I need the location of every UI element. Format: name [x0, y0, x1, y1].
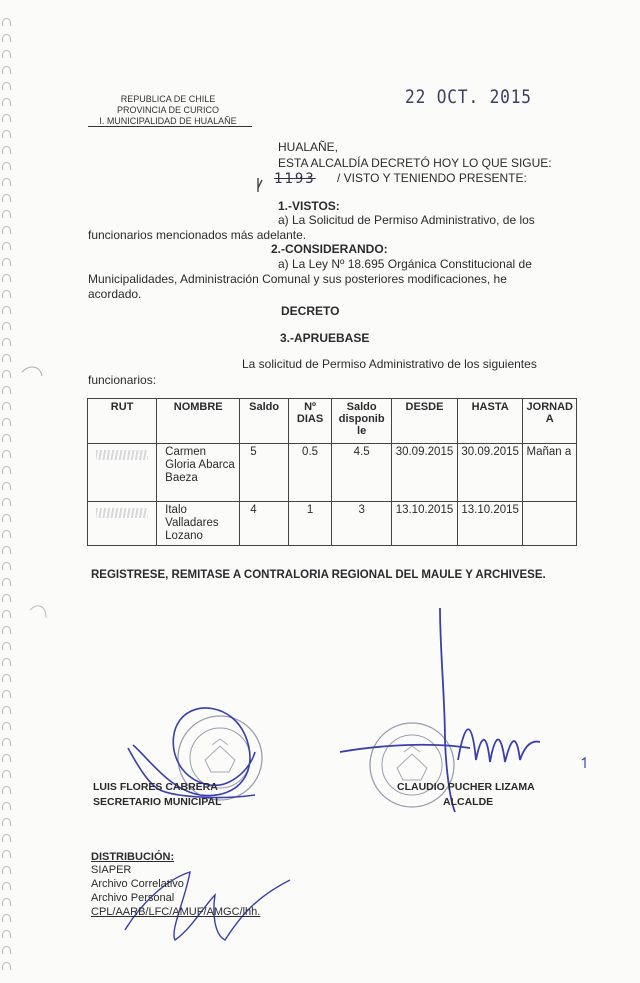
- tick-mark-icon: [582, 758, 585, 768]
- right-seal-icon: [370, 723, 454, 807]
- disponible-cell: 3: [332, 502, 392, 546]
- column-header: Saldo disponib le: [332, 399, 392, 444]
- header-line-municipality: I. MUNICIPALIDAD DE HUALAÑE: [99, 116, 237, 126]
- desde-cell: 30.09.2015: [392, 444, 458, 502]
- distribucion-item: SIAPER: [91, 864, 132, 876]
- column-header: Saldo: [240, 399, 289, 444]
- registrese-line: REGISTRESE, REMITASE A CONTRALORIA REGIONAL DEL MAULE Y ARCHIVESE.: [91, 569, 546, 581]
- dias-cell: 1: [288, 502, 331, 546]
- decree-number: 1193: [274, 171, 316, 187]
- distribucion-item: Archivo Correlativo: [91, 878, 184, 890]
- distribucion-item: CPL/AARB/LFC/AMUF/AMGC/lhh.: [91, 906, 261, 918]
- jornada-cell: Mañan a: [523, 444, 577, 502]
- disponible-cell: 4.5: [332, 444, 392, 502]
- column-header: Nº DIAS: [288, 399, 331, 444]
- column-header: JORNAD A: [523, 399, 577, 444]
- apruebase-heading: 3.-APRUEBASE: [280, 331, 370, 345]
- statement-line: ESTA ALCALDÍA DECRETÓ HOY LO QUE SIGUE:: [278, 156, 552, 170]
- considerando-heading: 2.-CONSIDERANDO:: [271, 242, 388, 256]
- place-line: HUALAÑE,: [278, 140, 339, 154]
- hasta-cell: 30.09.2015: [457, 444, 523, 502]
- apruebase-text-a: La solicitud de Permiso Administrativo de los siguientes: [242, 357, 537, 371]
- left-signer-name: LUIS FLORES CABRERA: [93, 781, 218, 793]
- right-signer-name: CLAUDIO PUCHER LIZAMA: [397, 781, 535, 793]
- decreto-heading: DECRETO: [281, 304, 340, 318]
- decree-mark-icon: [258, 178, 262, 192]
- header-line-province: PROVINCIA DE CURICO: [116, 105, 219, 115]
- considerando-text-c: acordado.: [88, 287, 142, 301]
- left-signer-title: SECRETARIO MUNICIPAL: [93, 796, 222, 808]
- margin-arc-icon: [30, 606, 46, 618]
- distribucion-item: Archivo Personal: [91, 892, 175, 904]
- saldo-cell: 5: [240, 444, 289, 502]
- right-signer-title: ALCALDE: [443, 796, 494, 808]
- apruebase-text-b: funcionarios:: [88, 373, 157, 387]
- hasta-cell: 13.10.2015: [457, 502, 523, 546]
- column-header: NOMBRE: [157, 399, 240, 444]
- considerando-text-b: Municipalidades, Administración Comunal y sus posteriores modificaciones, he: [88, 272, 507, 286]
- dias-cell: 0.5: [288, 444, 331, 502]
- considerando-text-a: a) La Ley Nº 18.695 Orgánica Constitucional de: [278, 257, 532, 271]
- vistos-heading: 1.-VISTOS:: [278, 199, 340, 213]
- desde-cell: 13.10.2015: [392, 502, 458, 546]
- column-header: DESDE: [392, 399, 458, 444]
- saldo-cell: 4: [240, 502, 289, 546]
- column-header: RUT: [88, 399, 157, 444]
- nombre-cell: Italo Valladares Lozano: [157, 502, 240, 546]
- vistos-text-b: funcionarios mencionados más adelante.: [88, 228, 307, 242]
- distribucion-heading: DISTRIBUCIÓN:: [91, 851, 175, 863]
- nombre-cell: Carmen Gloria Abarca Baeza: [157, 444, 240, 502]
- date-stamp: 22 OCT. 2015: [405, 86, 532, 108]
- visto-line: / VISTO Y TENIENDO PRESENTE:: [337, 171, 527, 185]
- vistos-text-a: a) La Solicitud de Permiso Administrativo, de los: [278, 213, 535, 227]
- column-header: HASTA: [457, 399, 523, 444]
- header-line-country: REPUBLICA DE CHILE: [120, 94, 216, 104]
- margin-arc-icon: [22, 367, 42, 376]
